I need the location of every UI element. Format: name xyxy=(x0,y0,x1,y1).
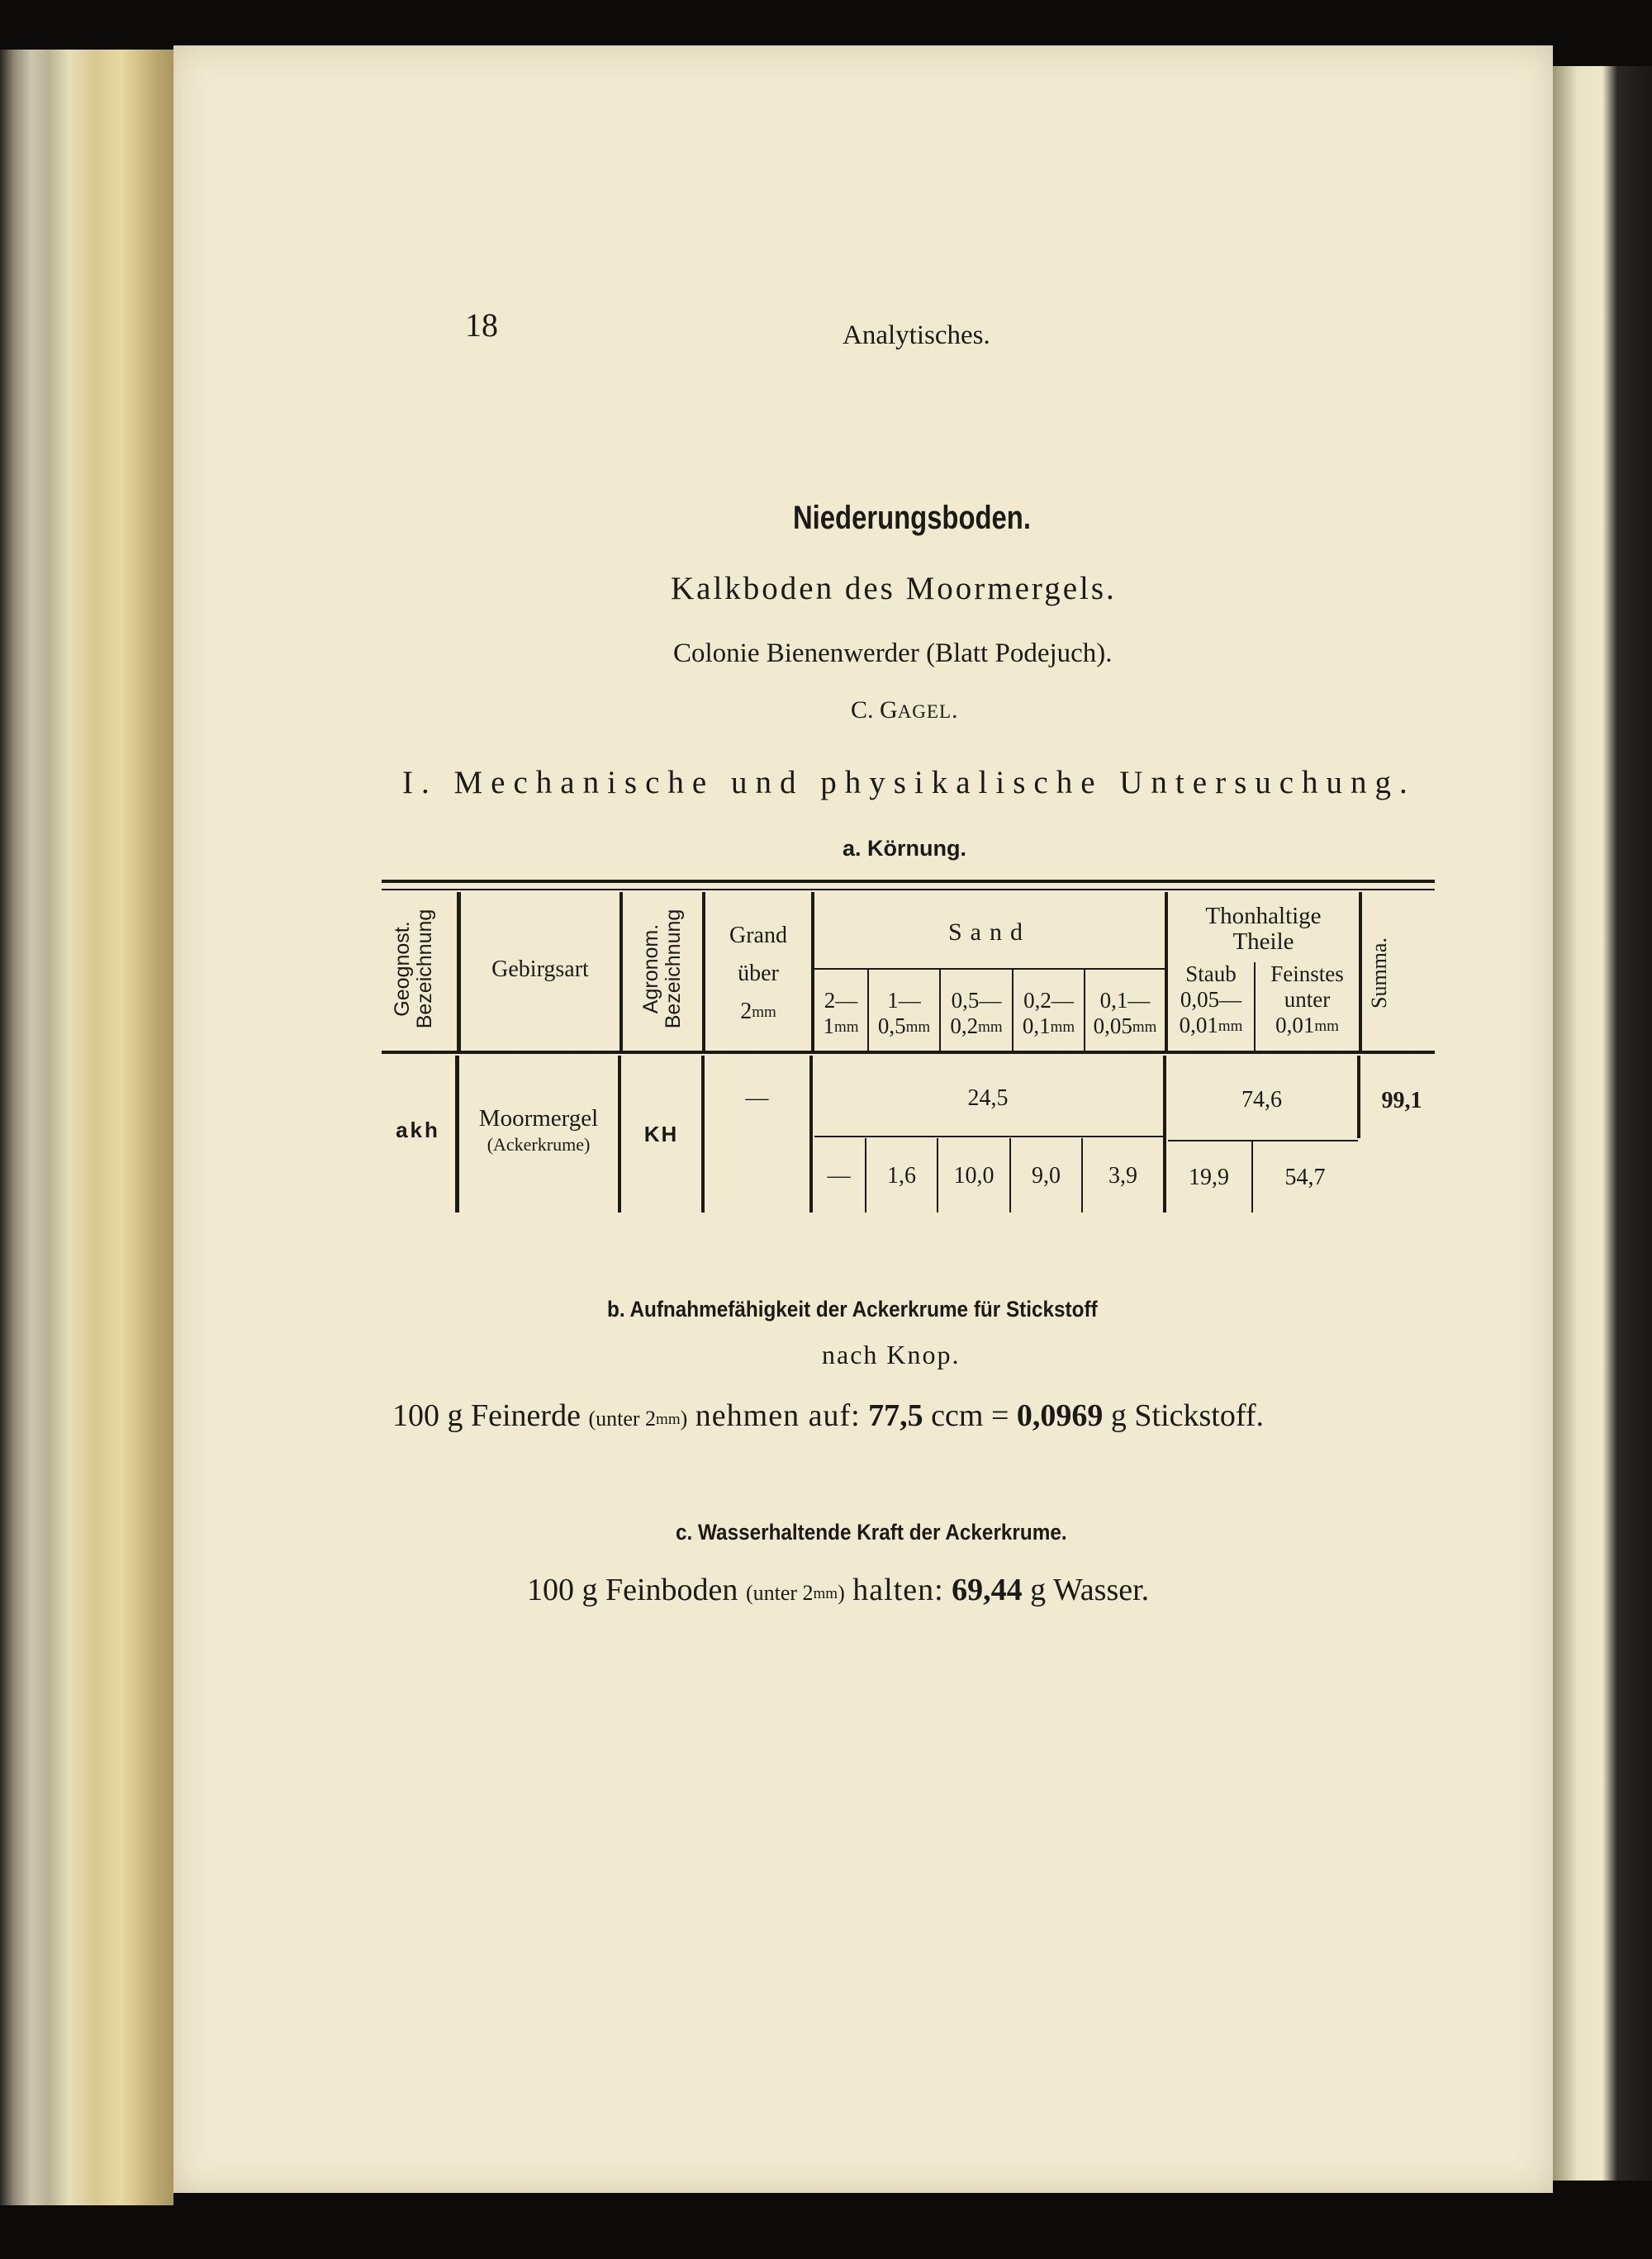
row-sand-value-1: 1,6 xyxy=(887,1163,916,1189)
staub-header: Staub 0,05— 0,01mm xyxy=(1179,961,1243,1037)
row-sand-value-3: 9,0 xyxy=(1032,1163,1061,1189)
row-staub: 19,9 xyxy=(1189,1165,1229,1190)
section-b-subheading: nach Knop. xyxy=(822,1340,961,1369)
col-header-thon: Thonhaltige Theile xyxy=(1205,903,1322,955)
col-header-summa: Summa. xyxy=(1367,937,1391,1008)
row-feinstes: 54,7 xyxy=(1284,1165,1326,1190)
sand-range-1: 1— 0,5mm xyxy=(877,988,931,1038)
author: C. GAGEL. xyxy=(851,696,958,724)
section-c-heading: c. Wasserhaltende Kraft der Ackerkrume. xyxy=(676,1520,1067,1545)
wasser-result: 100 g Feinboden (unter 2mm) halten: 69,44 g Wasser. xyxy=(527,1573,1150,1607)
section-title: I. Mechanische und physikalische Untersuchung. xyxy=(402,765,1416,800)
sand-range-4: 0,1— 0,05mm xyxy=(1093,988,1157,1038)
col-header-agronom: Agronom. Bezeichnung xyxy=(639,909,685,1029)
section-a-heading: a. Körnung. xyxy=(843,836,966,861)
stickstoff-result: 100 g Feinerde (unter 2mm) nehmen auf: 77,5 ccm = 0,0969 g Stickstoff. xyxy=(392,1398,1264,1433)
row-geognost: akh xyxy=(396,1118,440,1142)
page-number: 18 xyxy=(465,306,498,344)
row-agronom: KH xyxy=(643,1122,679,1146)
col-header-geognost: Geognost. Bezeichnung xyxy=(391,909,436,1029)
feinstes-header: Feinstes unter 0,01mm xyxy=(1270,961,1344,1037)
row-thon-total: 74,6 xyxy=(1241,1087,1282,1113)
row-gebirgsart: Moormergel (Ackerkrume) xyxy=(478,1105,599,1155)
row-grand: — xyxy=(745,1085,769,1111)
subtitle: Kalkboden des Moormergels. xyxy=(671,571,1117,606)
col-header-gebirgsart: Gebirgsart xyxy=(491,956,589,982)
book-page-edge-right xyxy=(1553,66,1652,2181)
section-b-heading: b. Aufnahmefähigkeit der Ackerkrume für Stickstoff xyxy=(607,1297,1098,1322)
row-sand-value-4: 3,9 xyxy=(1108,1163,1137,1189)
row-sand-value-0: — xyxy=(827,1163,851,1189)
location: Colonie Bienenwerder (Blatt Podejuch). xyxy=(673,638,1113,668)
row-sand-value-2: 10,0 xyxy=(953,1163,995,1189)
col-header-sand: Sand xyxy=(948,918,1031,946)
running-head: Analytisches. xyxy=(843,320,990,350)
sand-range-3: 0,2— 0,1mm xyxy=(1022,988,1075,1038)
col-header-grand: Grand über 2mm xyxy=(729,923,787,1024)
book-page-edges-left xyxy=(0,50,173,2205)
sand-range-2: 0,5— 0,2mm xyxy=(950,988,1003,1038)
page xyxy=(173,45,1553,2193)
row-sand-total: 24,5 xyxy=(967,1085,1009,1111)
page-title: Niederungsboden. xyxy=(793,500,1031,536)
row-summa: 99,1 xyxy=(1381,1088,1422,1113)
sand-range-0: 2— 1mm xyxy=(823,988,859,1038)
